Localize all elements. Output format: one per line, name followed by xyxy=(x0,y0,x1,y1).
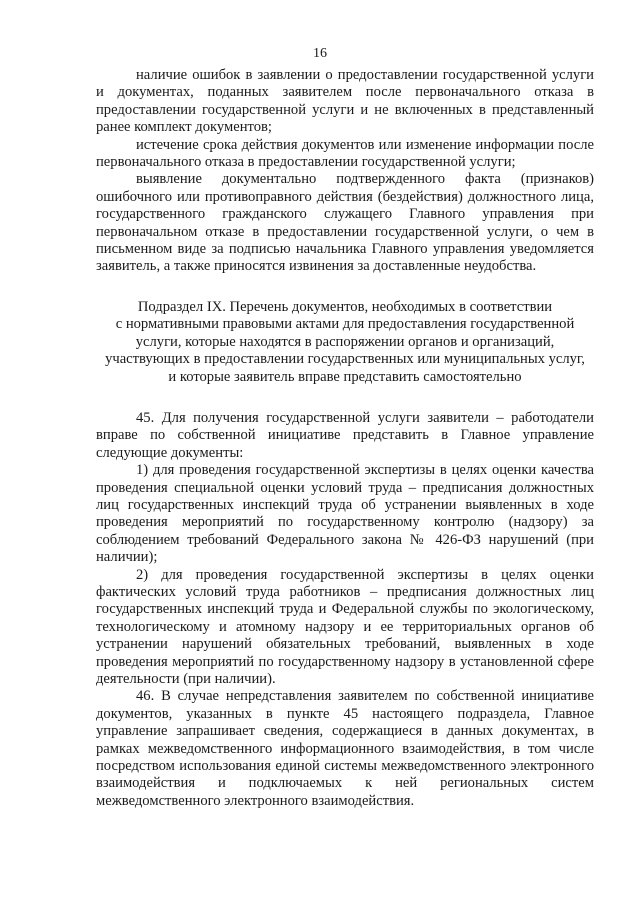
clause-45-item-2: 2) для проведения государственной экспертизы в целях оценки фактических условий труда работников – предписания должностных лиц государственных инспекций труда и Федеральной службы по экологическому, технологическому и атомному надзору и ее территориальных органов об устранении нарушений обязательных требований, выявленных в ходе проведения мероприятий по государственному надзору в установленной сфере деятельности (при наличии). xyxy=(96,566,594,687)
heading-line: услуги, которые находятся в распоряжении органов и организаций, xyxy=(135,333,555,350)
document-body xyxy=(96,67,594,810)
clause-45-item-1: 1) для проведения государственной экспертизы в целях оценки качества проведения специальной оценки условий труда – предписания должностных лиц государственных инспекций труда об устранении выявленных в ходе проведения мероприятий по государственному контролю (надзору) за соблюдением требований Федерального закона № 426-ФЗ нарушений (при наличии); xyxy=(96,462,594,566)
heading-line: и которые заявитель вправе представить самостоятельно xyxy=(168,368,522,385)
paragraph-errors-in-application: наличие ошибок в заявлении о предоставлении государственной услуги и документах, поданных заявителем после первоначального отказа в предоставлении государственной услуги и не включенных в представленный ранее комплект документов; xyxy=(96,67,594,136)
clause-45: 45. Для получения государственной услуги заявители – работодатели вправе по собственной инициативе представить в Главное управление следующие документы: xyxy=(96,409,594,461)
page-number: 16 xyxy=(313,46,327,61)
subsection-heading xyxy=(96,276,594,410)
heading-line: с нормативными правовыми актами для предоставления государственной xyxy=(115,316,575,333)
clause-46: 46. В случае непредставления заявителем по собственной инициативе документов, указанных в пункте 45 настоящего подраздела, Главное управление запрашивает сведения, содержащиеся в данных документах, в рамках межведомственного информационного взаимодействия, в том числе посредством использования единой системы межведомственного электронного взаимодействия и подключаемых к ней региональных систем межведомственного электронного взаимодействия. xyxy=(96,688,594,809)
heading-line: Подраздел IX. Перечень документов, необходимых в соответствии xyxy=(137,298,553,315)
paragraph-document-expiry: истечение срока действия документов или изменение информации после первоначального отказа в предоставлении государственной услуги; xyxy=(96,136,594,171)
paragraph-erroneous-action: выявление документально подтвержденного факта (признаков) ошибочного или противоправного действия (бездействия) должностного лица, государственного гражданского служащего Главного управления при первоначальном отказе в предоставлении государственной услуги, о чем в письменном виде за подписью начальника Главного управления уведомляется заявитель, а также приносятся извинения за доставленные неудобства. xyxy=(96,171,594,275)
heading-line: участвующих в предоставлении государственных или муниципальных услуг, xyxy=(105,351,585,368)
